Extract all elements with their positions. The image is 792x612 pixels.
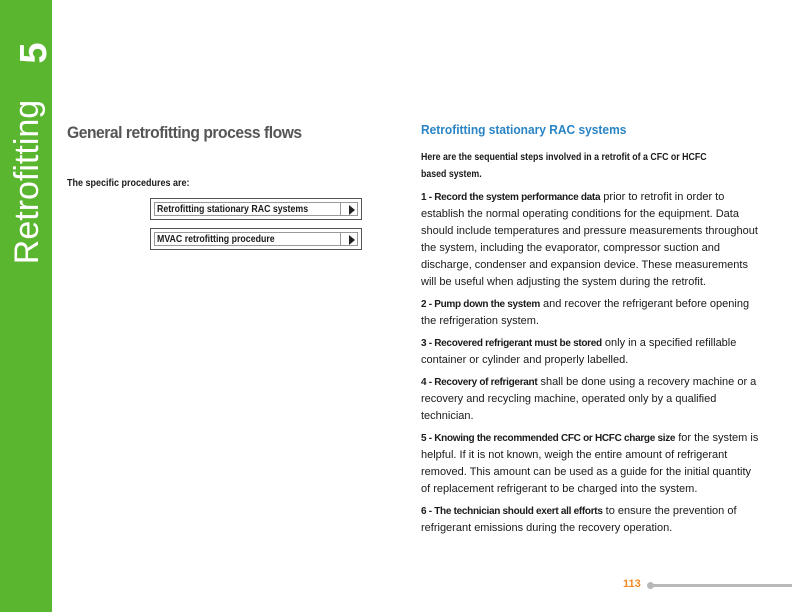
- chapter-title: Retrofitting: [8, 99, 46, 265]
- step-3: 3 - Recovered refrigerant must be stored only in a specified refillable container or cylinder and properly labelled.: [421, 337, 737, 366]
- link-label: Retrofitting stationary RAC systems: [157, 204, 309, 215]
- section-title: General retrofitting process flows: [67, 123, 302, 142]
- link-mvac-retrofitting[interactable]: [150, 228, 362, 250]
- link-separator: [340, 202, 341, 216]
- step-4: 4 - Recovery of refrigerant shall be done using a recovery machine or a recovery and recycling machine, operated only by a qualified technician.: [421, 376, 757, 422]
- content-title: Retrofitting stationary RAC systems: [421, 122, 627, 137]
- link-label: MVAC retrofitting procedure: [157, 234, 275, 245]
- play-arrow-icon: [349, 235, 355, 245]
- step-6: 6 - The technician should exert all efforts to ensure the prevention of refrigerant emissions during the recovery operation.: [421, 505, 737, 534]
- step-2: 2 - Pump down the system and recover the refrigerant before opening the refrigeration system.: [421, 298, 750, 327]
- footer-rule: [653, 584, 792, 587]
- page-number: 113: [623, 578, 641, 590]
- content-lead: Here are the sequential steps involved in a retrofit of a CFC or HCFC based system.: [421, 152, 707, 180]
- content-column: [421, 122, 761, 542]
- link-separator: [340, 232, 341, 246]
- intro-text: The specific procedures are:: [67, 178, 190, 189]
- step-5: 5 - Knowing the recommended CFC or HCFC charge size for the system is helpful. If it is not known, weigh the entire amount of refrigerant removed. This amount can be used as a guide for the initial quantity of replacement refrigerant to be charged into the system.: [421, 432, 759, 495]
- chapter-sidebar: [0, 0, 55, 612]
- play-arrow-icon: [349, 205, 355, 215]
- step-1: 1 - Record the system performance data prior to retrofit in order to establish the normal operating conditions for the equipment. Data should include temperatures and pressure measurements throughout the system, including the evaporator, compressor suction and discharge, condenser and expansion device. These measurements will be useful when adjusting the system during the retrofit.: [421, 191, 758, 288]
- link-retrofitting-stationary-rac[interactable]: [150, 198, 362, 220]
- chapter-number: 5: [13, 42, 55, 64]
